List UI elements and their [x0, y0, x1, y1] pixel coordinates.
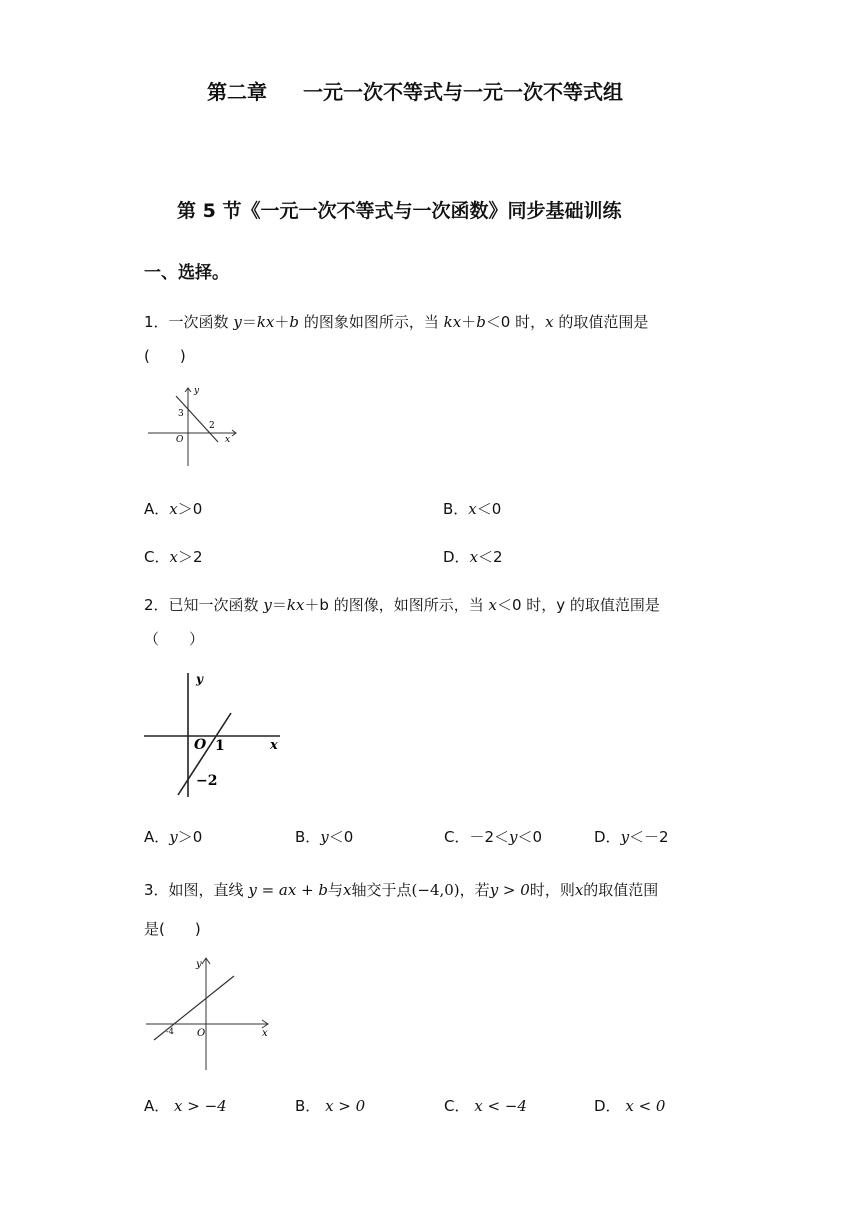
q1-var: x: [545, 313, 554, 331]
q3-condition: y > 0: [489, 881, 530, 899]
q1-option-a[interactable]: [144, 498, 202, 519]
q3-text: 轴交于点: [351, 881, 412, 899]
option-text: －2＜: [469, 828, 510, 846]
q2-option-d[interactable]: [594, 826, 669, 847]
q3-text: ，若: [459, 881, 490, 899]
q3-text: 时，则: [529, 881, 575, 899]
q2-var: y: [263, 596, 272, 614]
option-letter: C．: [444, 828, 470, 846]
q1-option-b[interactable]: [443, 498, 501, 519]
option-letter: C．: [144, 548, 170, 566]
option-var: y: [320, 828, 329, 846]
chapter-title: 一元一次不等式与一元一次不等式组: [303, 80, 623, 104]
option-letter: C．: [444, 1097, 470, 1115]
y-axis-label: y: [196, 959, 202, 970]
option-letter: D．: [594, 1097, 621, 1115]
q2-option-b[interactable]: [295, 826, 353, 847]
option-letter: A．: [144, 828, 170, 846]
question-1-line-1: [144, 311, 648, 332]
q2-text: ＋b 的图像，如图所示，当: [304, 596, 484, 614]
option-text: ＜2: [478, 548, 503, 566]
x-axis-label: x: [270, 738, 278, 753]
option-text: ＜0: [328, 828, 354, 846]
option-var: x: [169, 548, 178, 566]
y-intercept-label: −2: [196, 773, 218, 789]
q2-option-c[interactable]: [444, 826, 542, 847]
option-text: ＜0: [517, 828, 543, 846]
q1-text: ＋: [461, 313, 477, 331]
option-letter: D．: [594, 828, 621, 846]
option-expr: x > 0: [325, 1097, 366, 1115]
question-3-line-2: 是( ): [144, 920, 201, 938]
q3-var: x: [574, 881, 584, 899]
option-text: ＜－2: [629, 828, 669, 846]
x-axis-label: x: [225, 435, 231, 445]
q1-var: kx: [256, 313, 275, 331]
q3-option-b[interactable]: [295, 1095, 365, 1116]
q1-var: kx: [443, 313, 462, 331]
q1-text: ＋: [274, 313, 290, 331]
q3-text: 如图，直线: [168, 881, 244, 899]
q3-var: x: [343, 881, 352, 899]
option-text: ＞0: [177, 500, 203, 518]
q3-graph: [144, 954, 274, 1074]
option-var: x: [468, 500, 477, 518]
y-axis-label: y: [194, 386, 200, 396]
q2-var: x: [488, 596, 497, 614]
question-3-line-1: [144, 879, 658, 900]
option-var: y: [620, 828, 630, 846]
origin-label: O: [176, 435, 184, 445]
q3-option-d[interactable]: [594, 1095, 665, 1116]
option-text: ＜0: [476, 500, 502, 518]
q3-equation: y = ax + b: [248, 881, 329, 899]
option-text: ＞0: [177, 828, 203, 846]
q1-text: 一次函数: [168, 313, 229, 331]
option-expr: x > −4: [174, 1097, 227, 1115]
question-number: 3．: [144, 881, 169, 899]
q2-text: ＜0 时，y 的取值范围是: [496, 596, 660, 614]
x-intercept-label: 1: [215, 738, 225, 754]
q3-point: (−4,0): [411, 881, 460, 899]
chapter-heading: [207, 76, 623, 105]
q2-var: kx: [286, 596, 305, 614]
q1-text: ＝: [241, 313, 257, 331]
x-axis-label: x: [262, 1028, 268, 1039]
option-var: x: [469, 548, 479, 566]
section-label: 一、选择。: [144, 263, 229, 283]
q2-text: ＝: [271, 596, 287, 614]
option-letter: A．: [144, 1097, 170, 1115]
option-expr: x < 0: [625, 1097, 666, 1115]
chapter-label: 第二章: [207, 80, 267, 104]
q2-option-a[interactable]: [144, 826, 202, 847]
question-2-line-1: [144, 594, 660, 615]
option-var: y: [509, 828, 518, 846]
option-var: y: [169, 828, 178, 846]
y-intercept-label: 3: [178, 409, 184, 419]
q2-text: 已知一次函数: [168, 596, 259, 614]
q1-option-c[interactable]: [144, 546, 203, 567]
option-letter: B．: [295, 828, 321, 846]
q1-option-d[interactable]: [443, 546, 503, 567]
q1-var: b: [476, 313, 486, 331]
option-letter: B．: [295, 1097, 321, 1115]
q1-var: y: [233, 313, 242, 331]
y-axis-label: y: [196, 672, 203, 686]
q2-graph: [144, 669, 284, 801]
question-number: 1．: [144, 313, 169, 331]
x-intercept-label: -4: [166, 1027, 174, 1036]
question-number: 2．: [144, 596, 169, 614]
question-2-paren: （ ）: [144, 630, 205, 648]
option-letter: B．: [443, 500, 469, 518]
q1-var: b: [289, 313, 300, 331]
origin-label: O: [194, 737, 207, 753]
option-letter: D．: [443, 548, 470, 566]
q3-text: 的取值范围: [583, 881, 659, 899]
q3-text: 与: [328, 881, 344, 899]
question-1-paren: ( ): [144, 347, 186, 365]
lesson-title: 第 5 节《一元一次不等式与一次函数》同步基础训练: [177, 200, 622, 222]
x-intercept-label: 2: [209, 421, 215, 431]
option-letter: A．: [144, 500, 170, 518]
option-text: ＞2: [177, 548, 203, 566]
q3-option-a[interactable]: [144, 1095, 227, 1116]
option-var: x: [169, 500, 178, 518]
q3-option-c[interactable]: [444, 1095, 527, 1116]
q1-text: 的图象如图所示，当: [303, 313, 439, 331]
q1-text: 的取值范围是: [558, 313, 649, 331]
q1-graph: [144, 382, 244, 472]
q1-text: ＜0 时，: [485, 313, 546, 331]
origin-label: O: [197, 1028, 206, 1039]
option-expr: x < −4: [474, 1097, 527, 1115]
